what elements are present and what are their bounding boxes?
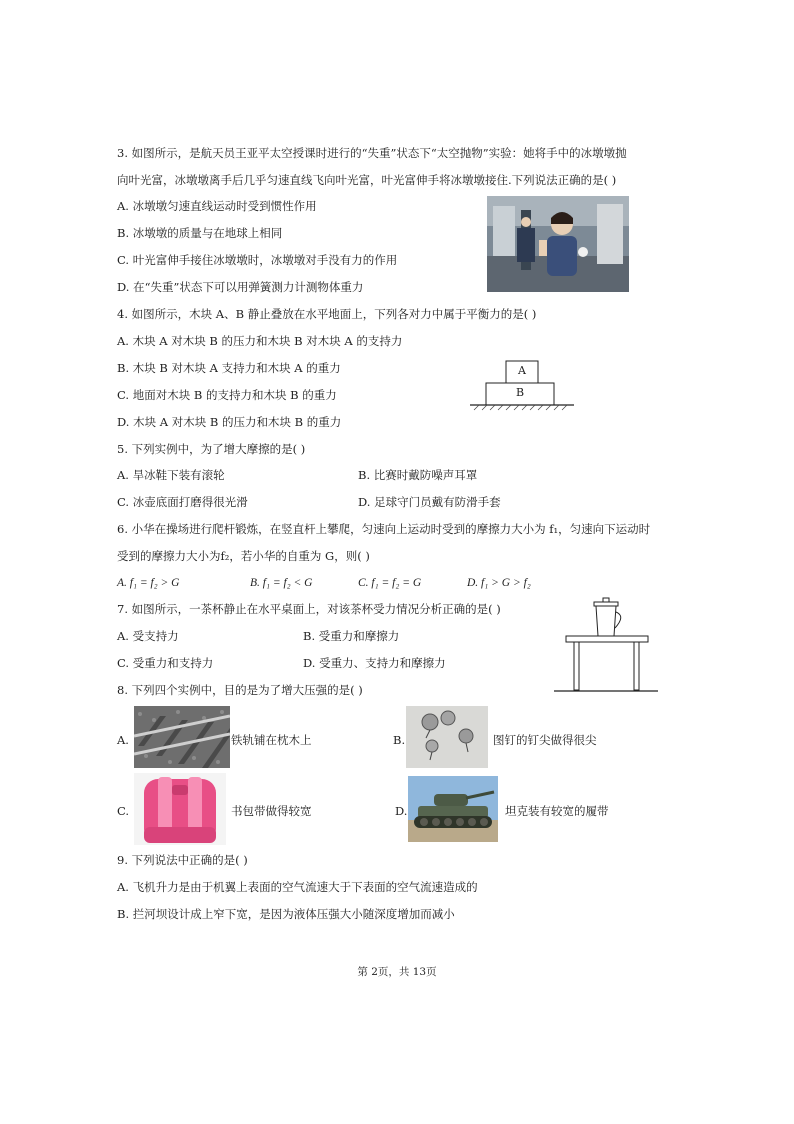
q7-option-a: A. 受支持力	[117, 629, 179, 643]
q7-option-c: C. 受重力和支持力	[117, 656, 214, 670]
stacked-blocks-figure	[468, 357, 578, 417]
q6-option-b: B. f₁ = f₂ < G	[250, 577, 313, 589]
q8-option-d-letter: D.	[395, 804, 408, 818]
teacup-on-table-figure	[552, 596, 660, 696]
q3-option-a: A. 冰墩墩匀速直线运动时受到惯性作用	[117, 199, 317, 213]
q4-stem: 4. 如图所示，木块 A、B 静止叠放在水平地面上，下列各对力中属于平衡力的是( )	[117, 307, 537, 321]
q3-stem-line1: 3. 如图所示，是航天员王亚平太空授课时进行的“失重”状态下“太空抛物”实验：她将手中的冰墩墩抛	[117, 146, 627, 160]
q6-stem-line1: 6. 小华在操场进行爬杆锻炼，在竖直杆上攀爬，匀速向上运动时受到的摩擦力大小为 f₁，匀速向下运动时	[117, 522, 651, 536]
q6-option-d: D. f₁ > G > f₂	[467, 577, 531, 589]
space-station-photo	[487, 196, 629, 292]
q3-option-b: B. 冰墩墩的质量与在地球上相同	[117, 226, 283, 240]
q5-option-c: C. 冰壶底面打磨得很光滑	[117, 495, 248, 509]
q8-option-b-text: 图钉的钉尖做得很尖	[493, 733, 597, 747]
q7-option-d: D. 受重力、支持力和摩擦力	[303, 656, 446, 670]
railway-track-photo	[134, 706, 230, 768]
q3-option-d: D. 在“失重”状态下可以用弹簧测力计测物体重力	[117, 280, 364, 294]
q9-option-b: B. 拦河坝设计成上窄下宽，是因为液体压强大小随深度增加而减小	[117, 907, 455, 921]
q5-option-a: A. 旱冰鞋下装有滚轮	[117, 468, 225, 482]
block-b-label: B	[515, 386, 525, 399]
q5-stem: 5. 下列实例中，为了增大摩擦的是( )	[117, 442, 306, 456]
q5-option-d: D. 足球守门员戴有防滑手套	[358, 495, 501, 509]
q8-option-c-letter: C.	[117, 804, 130, 818]
q8-option-c-text: 书包带做得较宽	[231, 804, 312, 818]
block-a-label: A	[518, 364, 526, 377]
q8-option-b-letter: B.	[393, 733, 406, 747]
q4-option-b: B. 木块 B 对木块 A 支持力和木块 A 的重力	[117, 361, 341, 375]
q8-stem: 8. 下列四个实例中，目的是为了增大压强的是( )	[117, 683, 363, 697]
q7-stem: 7. 如图所示，一茶杯静止在水平桌面上，对该茶杯受力情况分析正确的是( )	[117, 602, 501, 616]
page-number-footer: 第 2页，共 13页	[357, 966, 437, 978]
q3-option-c: C. 叶光富伸手接住冰墩墩时，冰墩墩对手没有力的作用	[117, 253, 398, 267]
thumbtacks-photo	[406, 706, 488, 768]
q8-option-a-text: 铁轨铺在枕木上	[231, 733, 312, 747]
q6-stem-line2: 受到的摩擦力大小为f₂，若小华的自重为 G，则( )	[117, 549, 370, 563]
q7-option-b: B. 受重力和摩擦力	[303, 629, 400, 643]
q8-option-d-text: 坦克装有较宽的履带	[505, 804, 609, 818]
q5-option-b: B. 比赛时戴防噪声耳罩	[358, 468, 478, 482]
q3-stem-line2: 向叶光富，冰墩墩离手后几乎匀速直线飞向叶光富，叶光富伸手将冰墩墩接住.下列说法正确的是( )	[117, 173, 617, 187]
q8-option-a-letter: A.	[117, 733, 129, 747]
q4-option-a: A. 木块 A 对木块 B 的压力和木块 B 对木块 A 的支持力	[117, 334, 403, 348]
tank-photo	[408, 776, 498, 842]
q4-option-d: D. 木块 A 对木块 B 的压力和木块 B 的重力	[117, 415, 342, 429]
q9-stem: 9. 下列说法中正确的是( )	[117, 853, 248, 867]
schoolbag-photo	[134, 773, 226, 845]
q6-option-c: C. f₁ = f₂ = G	[358, 577, 422, 589]
q9-option-a: A. 飞机升力是由于机翼上表面的空气流速大于下表面的空气流速造成的	[117, 880, 478, 894]
q6-option-a: A. f₁ = f₂ > G	[117, 577, 180, 589]
q4-option-c: C. 地面对木块 B 的支持力和木块 B 的重力	[117, 388, 337, 402]
